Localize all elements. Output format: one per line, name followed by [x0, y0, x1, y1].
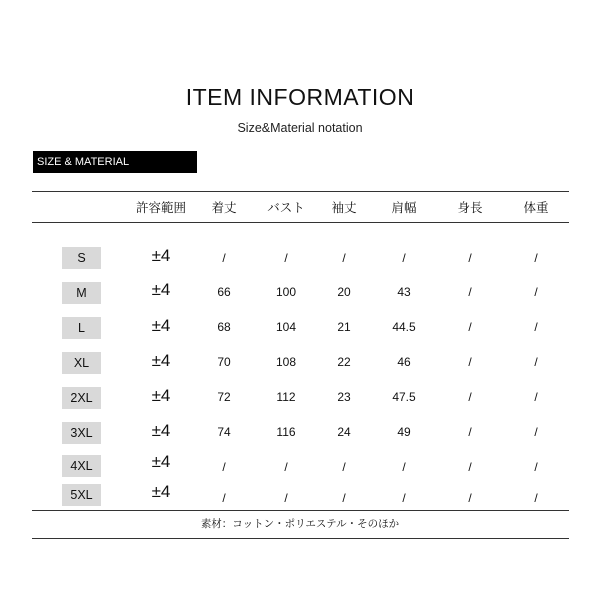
table-cell-sleeve: 22	[337, 355, 351, 369]
column-header-height: 身長	[457, 201, 483, 215]
tolerance-cell: ±4	[151, 421, 171, 440]
table-cell-sleeve: 24	[337, 425, 351, 439]
table-cell-bust: 104	[275, 320, 297, 334]
table-cell-length: 66	[217, 285, 231, 299]
section-bar: SIZE & MATERIAL	[33, 151, 197, 173]
size-label: M	[62, 282, 101, 304]
table-cell-height: /	[468, 390, 472, 404]
table-cell-sleeve: 23	[337, 390, 351, 404]
divider-top	[32, 191, 569, 192]
column-header-length: 着丈	[211, 201, 237, 215]
tolerance-cell: ±4	[151, 386, 171, 405]
table-cell-length: 70	[217, 355, 231, 369]
table-cell-shoulder: 47.5	[392, 390, 416, 404]
table-cell-sleeve: 21	[337, 320, 351, 334]
material-note: 素材：コットン・ポリエステル・そのほか	[200, 518, 400, 530]
table-cell-shoulder: 49	[397, 425, 411, 439]
table-cell-weight: /	[534, 425, 538, 439]
table-cell-weight: /	[534, 285, 538, 299]
tolerance-cell: ±4	[151, 351, 171, 370]
size-label: 3XL	[62, 422, 101, 444]
page-subtitle: Size&Material notation	[237, 121, 363, 135]
table-cell-length: /	[222, 491, 226, 505]
tolerance-cell: ±4	[151, 316, 171, 335]
divider-header	[32, 222, 569, 223]
tolerance-cell: ±4	[151, 280, 171, 299]
table-cell-height: /	[468, 285, 472, 299]
table-cell-sleeve: 20	[337, 285, 351, 299]
column-header-shoulder: 肩幅	[391, 201, 417, 215]
table-cell-length: 72	[217, 390, 231, 404]
page-title: ITEM INFORMATION	[185, 84, 415, 110]
table-cell-length: 68	[217, 320, 231, 334]
table-cell-shoulder: /	[402, 460, 406, 474]
size-label: S	[62, 247, 101, 269]
table-cell-bust: /	[284, 491, 288, 505]
table-cell-bust: 116	[276, 425, 296, 439]
tolerance-cell: ±4	[151, 246, 171, 265]
size-label: 5XL	[62, 484, 101, 506]
table-cell-height: /	[468, 320, 472, 334]
divider-bottom	[32, 510, 569, 511]
column-header-tolerance: 許容範囲	[135, 201, 187, 215]
table-cell-height: /	[468, 491, 472, 505]
column-header-sleeve: 袖丈	[331, 201, 357, 215]
table-cell-shoulder: 44.5	[392, 320, 416, 334]
table-cell-height: /	[468, 355, 472, 369]
table-cell-height: /	[468, 460, 472, 474]
tolerance-cell: ±4	[151, 452, 171, 471]
size-label: 2XL	[62, 387, 101, 409]
table-cell-weight: /	[534, 251, 538, 265]
table-cell-weight: /	[534, 460, 538, 474]
table-cell-weight: /	[534, 491, 538, 505]
table-cell-height: /	[468, 251, 472, 265]
table-cell-bust: 108	[275, 355, 297, 369]
table-cell-sleeve: /	[342, 491, 346, 505]
column-header-weight: 体重	[523, 201, 549, 215]
table-cell-bust: 100	[275, 285, 297, 299]
size-label: 4XL	[62, 455, 101, 477]
table-cell-shoulder: /	[402, 251, 406, 265]
size-label: L	[62, 317, 101, 339]
table-cell-length: 74	[217, 425, 231, 439]
table-cell-sleeve: /	[342, 251, 346, 265]
table-cell-weight: /	[534, 320, 538, 334]
table-cell-sleeve: /	[342, 460, 346, 474]
table-cell-bust: 112	[276, 390, 296, 404]
table-cell-length: /	[222, 460, 226, 474]
table-cell-shoulder: 43	[397, 285, 411, 299]
table-cell-weight: /	[534, 355, 538, 369]
table-cell-weight: /	[534, 390, 538, 404]
table-cell-length: /	[222, 251, 226, 265]
size-label: XL	[62, 352, 101, 374]
table-cell-bust: /	[284, 251, 288, 265]
table-cell-bust: /	[284, 460, 288, 474]
table-cell-height: /	[468, 425, 472, 439]
column-header-bust: バスト	[267, 201, 305, 215]
divider-footer	[32, 538, 569, 539]
table-cell-shoulder: 46	[397, 355, 411, 369]
table-cell-shoulder: /	[402, 491, 406, 505]
tolerance-cell: ±4	[151, 482, 171, 501]
